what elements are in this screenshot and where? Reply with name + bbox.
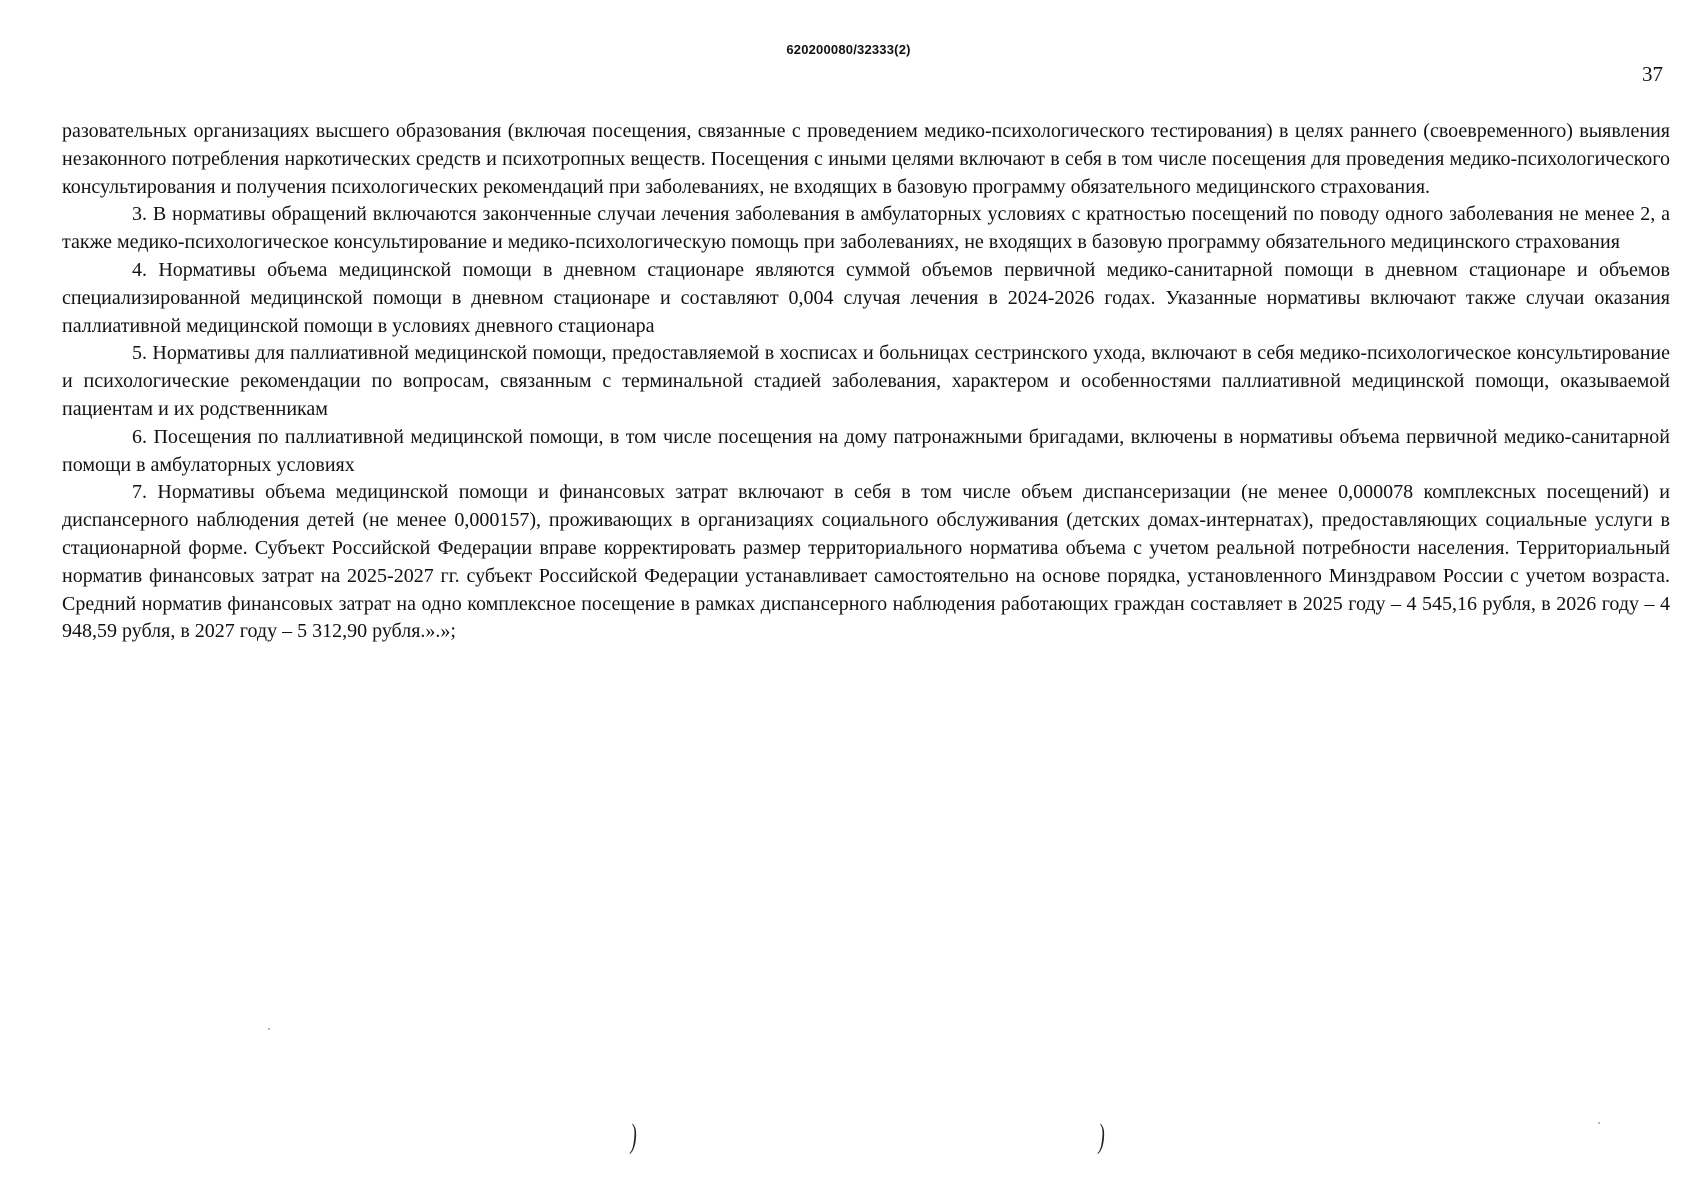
paragraph-7: 7. Нормативы объема медицинской помощи и финансовых затрат включают в себя в том числе объем диспансеризации (не менее 0,000078 комплексных посещений) и диспансерного наблюдения детей (не менее 0,000157), проживающих в организациях социального обслуживания (детских домах-интернатах), предоставляющих социальные услуги в стационарной форме. Субъект Российской Федерации вправе корректировать размер территориального норматива объема с учетом реальной потребности населения. Территориальный норматив финансовых затрат на 2025-2027 гг. субъект Российской Федерации устанавливает самостоятельно на основе порядка, установленного Минздравом России с учетом возраста. Средний норматив финансовых затрат на одно комплексное посещение в рамках диспансерного наблюдения работающих граждан составляет в 2025 году – 4 545,16 рубля, в 2026 году – 4 948,59 рубля, в 2027 году – 5 312,90 рубля.».»; [62,481,1670,643]
paragraph-continuation: разовательных организациях высшего образования (включая посещения, связанные с проведением медико-психологического тестирования) в целях раннего (своевременного) выявления незаконного потребления наркотических средств и психотропных веществ. Посещения с иными целями включают в себя в том числе посещения для проведения медико-психологического консультирования и получения психологических рекомендаций при заболеваниях, не входящих в базовую программу обязательного медицинского страхования. [62,120,1670,198]
paragraph-5: 5. Нормативы для паллиативной медицинской помощи, предоставляемой в хосписах и больницах сестринского ухода, включают в себя медико-психологическое консультирование и психологические рекомендации по вопросам, связанным с терминальной стадией заболевания, характером и особенностями паллиативной медицинской помощи, оказываемой пациентам и их родственникам [62,342,1670,420]
paragraph-6: 6. Посещения по паллиативной медицинской помощи, в том числе посещения на дому патронажными бригадами, включены в нормативы объема первичной медико-санитарной помощи в амбулаторных условиях [62,425,1670,476]
paragraph-3: 3. В нормативы обращений включаются законченные случаи лечения заболевания в амбулаторных условиях с кратностью посещений по поводу одного заболевания не менее 2, а также медико-психологическое консультирование и медико-психологическую помощь при заболеваниях, не входящих в базовую программу обязательного медицинского страхования [62,203,1670,254]
page-number: 37 [1642,62,1663,86]
document-body [62,118,1670,646]
handwritten-mark-right: ) [1098,1118,1105,1155]
paragraph-4: 4. Нормативы объема медицинской помощи в дневном стационаре являются суммой объемов первичной медико-санитарной помощи в дневном стационаре и объемов специализированной медицинской помощи в дневном стационаре и составляют 0,004 случая лечения в 2024-2026 годах. Указанные нормативы включают также случаи оказания паллиативной медицинской помощи в условиях дневного стационара [62,258,1670,337]
handwritten-mark-left: ) [630,1118,637,1155]
scan-speck [268,1028,270,1030]
document-id: 620200080/32333(2) [786,42,911,57]
scan-speck [1598,1122,1600,1124]
